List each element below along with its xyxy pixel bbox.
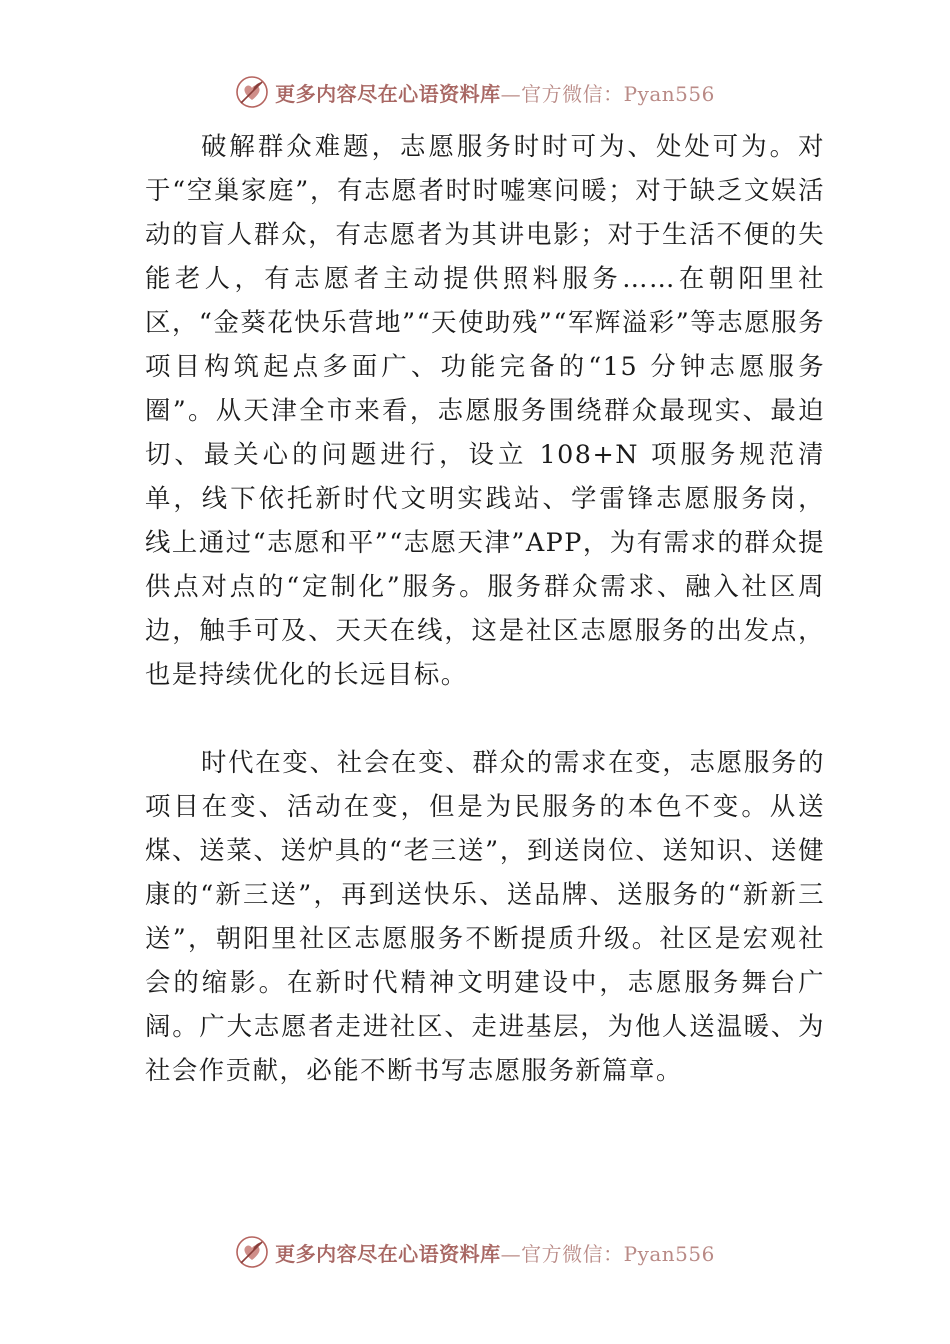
- heart-quill-logo-icon: [235, 1235, 269, 1269]
- brand-header-secondary: —官方微信：Pyan556: [500, 81, 715, 106]
- brand-footer-primary: 更多内容尽在心语资料库: [275, 1241, 501, 1266]
- paragraph-1: 破解群众难题，志愿服务时时可为、处处可为。对于“空巢家庭”，有志愿者时时嘘寒问暖；对于缺乏文娱活动的盲人群众，有志愿者为其讲电影；对于生活不便的失能老人，有志愿者主动提供照料服务……在朝阳里社区，“金葵花快乐营地”“天使助残”“军辉溢彩”等志愿服务项目构筑起点多面广、功能完备的“15 分钟志愿服务圈”。从天津全市来看，志愿服务围绕群众最现实、最迫切、最关心的问题进行，设立 108+N 项服务规范清单，线下依托新时代文明实践站、学雷锋志愿服务岗， 线上通过“志愿和平”“志愿天津”APP，为有需求的群众提供点对点的“定制化”服务。服务群众需求、融入社区周边，触手可及、天天在线，这是社区志愿服务的出发点，也是持续优化的长远目标。: [145, 131, 825, 689]
- heart-quill-logo-icon: [235, 75, 269, 109]
- article-body: [145, 124, 825, 1092]
- brand-header-text: [275, 78, 715, 107]
- brand-header: [0, 72, 950, 112]
- brand-footer: [0, 1232, 950, 1272]
- brand-footer-secondary: —官方微信：Pyan556: [500, 1241, 715, 1266]
- brand-header-primary: 更多内容尽在心语资料库: [275, 81, 501, 106]
- brand-footer-text: [275, 1238, 715, 1267]
- paragraph-2: 时代在变、社会在变、群众的需求在变，志愿服务的项目在变、活动在变，但是为民服务的本色不变。从送煤、送菜、送炉具的“老三送”，到送岗位、送知识、送健康的“新三送”，再到送快乐、送品牌、送服务的“新新三送”，朝阳里社区志愿服务不断提质升级。社区是宏观社会的缩影。在新时代精神文明建设中，志愿服务舞台广阔。广大志愿者走进社区、走进基层，为他人送温暖、为社会作贡献，必能不断书写志愿服务新篇章。: [145, 747, 825, 1085]
